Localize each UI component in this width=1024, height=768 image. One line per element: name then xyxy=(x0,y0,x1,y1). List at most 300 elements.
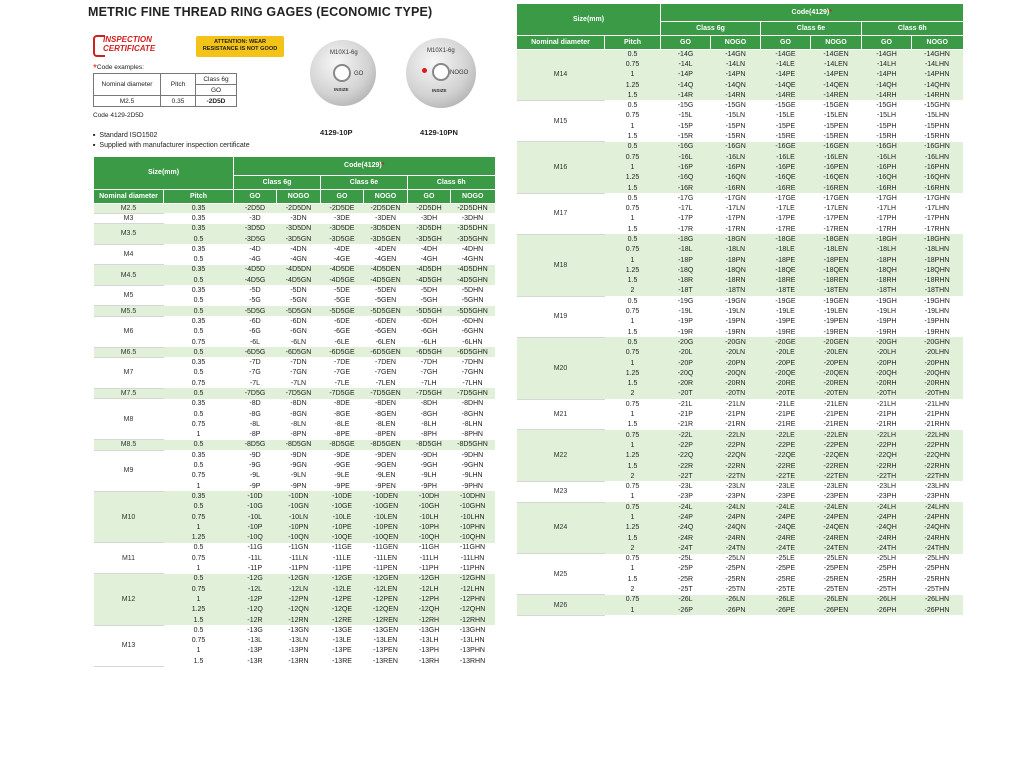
code-cell: -5DH xyxy=(420,287,438,295)
code-cell: -5GN xyxy=(290,297,307,305)
code-cell: -16GHN xyxy=(912,142,963,152)
code-cell: -24QH xyxy=(862,523,912,533)
code-cell: -8PEN xyxy=(375,431,396,439)
code-cell: -22RHN xyxy=(912,461,963,471)
table-row xyxy=(94,306,495,316)
code-cell: -9GE xyxy=(333,462,351,470)
code-cell: -3D5DN xyxy=(277,224,321,234)
code-cell: -11GHN xyxy=(459,544,486,552)
table-row xyxy=(94,399,495,409)
code-cell: -6D5GN xyxy=(277,347,321,357)
code-cell: -14QE xyxy=(761,80,811,90)
code-cell: -17GHN xyxy=(924,194,950,202)
code-cell: -11LEN xyxy=(373,554,398,562)
code-cell: -17PN xyxy=(725,215,746,223)
code-cell: -24PN xyxy=(711,512,761,522)
code-cell: -16QE xyxy=(761,173,811,183)
code-cell: -24RH xyxy=(862,533,912,543)
code-cell: -24RE xyxy=(761,533,811,543)
code-cell: -22QN xyxy=(711,451,761,461)
pitch-cell: 0.5 xyxy=(193,410,204,418)
code-cell: -7GN xyxy=(290,369,307,377)
code-cell: -11LE xyxy=(332,554,352,562)
code-cell: -7DEN xyxy=(374,359,396,367)
code-cell: -21RHN xyxy=(924,421,950,429)
code-cell: -23P xyxy=(678,493,693,501)
nominal-diameter-cell: M11 xyxy=(94,543,164,574)
code-cell: -10DH xyxy=(408,491,451,501)
pitch-cell: 1 xyxy=(605,162,661,172)
code-cell: -20QE xyxy=(761,368,811,378)
class-6e-header: Class 6e xyxy=(321,175,408,189)
pitch-cell: 1 xyxy=(196,431,201,439)
pitch-cell: 2 xyxy=(630,586,635,594)
code-cell: -16RHN xyxy=(912,183,963,193)
code-cell: -16LEN xyxy=(811,152,862,162)
code-cell: -7DH xyxy=(420,359,438,367)
code-cell: -10QH xyxy=(408,533,451,543)
code-cell: -14GEN xyxy=(811,49,862,59)
pitch-cell: 0.5 xyxy=(164,502,234,512)
code-cell: -10G xyxy=(234,502,277,512)
code-cell: -24PHN xyxy=(912,512,963,522)
code-cell: -10Q xyxy=(234,533,277,543)
code-cell: -22TH xyxy=(862,471,912,481)
code-cell: -12QN xyxy=(277,605,321,615)
code-cell: -12RHN xyxy=(451,615,495,625)
code-cell: -11GEN xyxy=(373,544,398,552)
code-cell: -4D xyxy=(249,245,261,253)
code-cell: -20Q xyxy=(661,368,711,378)
code-cell: -3D5DH xyxy=(408,224,451,234)
code-cell: -21RE xyxy=(775,421,796,429)
code-cell: -6LHN xyxy=(462,338,483,346)
code-cell: -23LHN xyxy=(924,483,950,491)
code-cell: -3D5GN xyxy=(277,234,321,244)
code-cell: -24PE xyxy=(761,512,811,522)
pitch-cell: 1.25 xyxy=(605,451,661,461)
code-cell: -8GH xyxy=(420,410,438,418)
code-cell: -15PHN xyxy=(924,122,950,130)
table-row xyxy=(517,193,963,203)
code-cell: -17GN xyxy=(725,194,746,202)
code-cell: -26LE xyxy=(761,595,811,605)
code-cell: -16PHN xyxy=(912,162,963,172)
nominal-diameter-cell: M22 xyxy=(517,430,605,481)
code-cell: -14QEN xyxy=(811,80,862,90)
code-cell: -24TH xyxy=(862,543,912,553)
code-cell: -9LN xyxy=(290,472,307,480)
table-row xyxy=(94,224,495,234)
code-cell: -10PHN xyxy=(451,522,495,532)
logo-line-1: INSPECTION xyxy=(103,35,152,44)
table-row xyxy=(94,203,495,213)
code-cell: -16REN xyxy=(811,183,862,193)
pitch-cell: 0.75 xyxy=(625,112,640,120)
code-cell: -25REN xyxy=(823,575,849,583)
code-cell: -9D xyxy=(249,451,261,459)
code-cell: -25PEN xyxy=(823,565,849,573)
nominal-diameter-cell: M25 xyxy=(517,554,605,595)
pitch-cell: 0.75 xyxy=(191,637,206,645)
code-cell: -10DN xyxy=(277,491,321,501)
code-cell: -12PHN xyxy=(451,594,495,604)
nominal-diameter-cell: M9 xyxy=(94,450,164,491)
code-cell: -16P xyxy=(661,162,711,172)
code-cell: -18LN xyxy=(711,245,761,255)
pitch-cell: 0.5 xyxy=(193,544,204,552)
code-cell: -11PN xyxy=(288,565,309,573)
table-row xyxy=(517,49,963,59)
code-cell: -19PH xyxy=(876,318,897,326)
code-cell: -15PH xyxy=(876,122,897,130)
code-cell: -24L xyxy=(661,502,711,512)
code-cell: -20TE xyxy=(761,389,811,399)
pitch-cell: 1.5 xyxy=(164,615,234,625)
code-cell: -20T xyxy=(661,389,711,399)
code-cell: -7LE xyxy=(334,379,350,387)
code-cell: -6DH xyxy=(420,317,438,325)
code-cell: -11LH xyxy=(419,554,439,562)
code-cell: -16LHN xyxy=(912,152,963,162)
code-examples-label: *Code examples: xyxy=(93,63,144,74)
code-cell: -5GH xyxy=(420,297,438,305)
code-cell: -11PHN xyxy=(460,565,485,573)
code-cell: -16R xyxy=(661,183,711,193)
nogo-header: NOGO xyxy=(277,189,321,203)
code-cell: -5DN xyxy=(290,287,307,295)
code-cell: -4DHN xyxy=(461,245,484,253)
pitch-header: Pitch xyxy=(605,35,661,49)
example-header-nominal: Nominal diameter xyxy=(94,74,161,96)
code-cell: -22PH xyxy=(862,440,912,450)
code-cell: -22TEN xyxy=(811,471,862,481)
code-cell: -21RN xyxy=(725,421,746,429)
code-cell: -8D xyxy=(249,400,261,408)
pitch-cell: 0.35 xyxy=(191,214,206,222)
table-row xyxy=(94,574,495,584)
code-cell: -20QH xyxy=(862,368,912,378)
code-header: Code(4129)* xyxy=(661,4,963,21)
code-cell: -18GH xyxy=(862,234,912,244)
example-full-code: Code 4129-2D5D xyxy=(93,112,144,119)
code-cell: -25LN xyxy=(725,555,746,563)
pitch-cell: 1 xyxy=(630,318,635,326)
code-cell: -21PHN xyxy=(924,411,950,419)
code-cell: -19RE xyxy=(775,328,796,336)
code-cell: -8D5GE xyxy=(321,440,364,450)
code-cell: -4D5GN xyxy=(277,275,321,285)
pitch-cell: 0.75 xyxy=(605,152,661,162)
code-cell: -21PE xyxy=(775,411,796,419)
code-cell: -8LEN xyxy=(375,420,396,428)
code-cell: -3D5DE xyxy=(321,224,364,234)
code-cell: -10LEN xyxy=(364,512,408,522)
code-cell: -17PH xyxy=(876,215,897,223)
class-6h-header: Class 6h xyxy=(408,175,495,189)
code-cell: -7D5GEN xyxy=(364,388,408,398)
code-cell: -22RE xyxy=(761,461,811,471)
code-cell: -9PE xyxy=(334,482,350,490)
code-cell: -18G xyxy=(661,234,711,244)
code-cell: -17PE xyxy=(775,215,796,223)
code-cell: -22TE xyxy=(761,471,811,481)
pitch-cell: 2 xyxy=(605,543,661,553)
code-cell: -10DHN xyxy=(451,491,495,501)
code-cell: -11P xyxy=(247,565,263,573)
code-cell: -7DE xyxy=(334,359,350,367)
pitch-cell: 0.75 xyxy=(605,430,661,440)
pitch-cell: 0.75 xyxy=(625,400,640,408)
code-cell: -14LEN xyxy=(811,59,862,69)
pitch-cell: 1 xyxy=(196,565,201,573)
pitch-cell: 0.35 xyxy=(191,451,206,459)
pitch-cell: 0.75 xyxy=(605,59,661,69)
code-cell: -16RN xyxy=(711,183,761,193)
code-cell: -12GE xyxy=(321,574,364,584)
pitch-cell: 0.5 xyxy=(193,297,204,305)
code-cell: -20TH xyxy=(862,389,912,399)
code-cell: -22RH xyxy=(862,461,912,471)
code-cell: -7G xyxy=(249,369,261,377)
code-cell: -4D5DE xyxy=(321,265,364,275)
code-cell: -20R xyxy=(661,379,711,389)
code-cell: -10GEN xyxy=(364,502,408,512)
code-cell: -4D5GH xyxy=(408,275,451,285)
code-cell: -9GH xyxy=(420,462,438,470)
code-cell: -6GEN xyxy=(374,328,397,336)
code-cell: -14QHN xyxy=(912,80,963,90)
code-cell: -13GH xyxy=(418,626,440,634)
code-cell: -19RN xyxy=(725,328,746,336)
code-cell: -6GHN xyxy=(461,328,484,336)
pitch-cell: 0.35 xyxy=(191,245,206,253)
code-cell: -8DEN xyxy=(374,400,396,408)
code-cell: -22P xyxy=(661,440,711,450)
table-row xyxy=(94,440,495,450)
pitch-cell: 0.5 xyxy=(627,102,638,110)
code-cell: -5GHN xyxy=(461,297,484,305)
code-cell: -22LHN xyxy=(912,430,963,440)
code-cell: -7LEN xyxy=(375,379,396,387)
nominal-diameter-cell: M12 xyxy=(94,574,164,625)
table-row xyxy=(517,100,963,110)
code-cell: -16QN xyxy=(711,173,761,183)
example-header-go: GO xyxy=(196,85,237,96)
code-cell: -15LHN xyxy=(924,112,950,120)
code-cell: -11GN xyxy=(288,544,309,552)
code-cell: -16PH xyxy=(862,162,912,172)
code-cell: -8D5GHN xyxy=(451,440,495,450)
nogo-header: NOGO xyxy=(912,35,963,49)
code-cell: -17PHN xyxy=(924,215,950,223)
pitch-cell: 1.5 xyxy=(627,575,638,583)
code-cell: -13RE xyxy=(332,657,352,665)
code-cell: -5GEN xyxy=(374,297,397,305)
code-cell: -8G xyxy=(249,410,261,418)
code-cell: -3DH xyxy=(420,214,438,222)
code-cell: -13RN xyxy=(288,657,309,665)
code-cell: -16GEN xyxy=(811,142,862,152)
code-cell: -9DHN xyxy=(461,451,484,459)
go-header: GO xyxy=(234,189,277,203)
code-cell: -20LEN xyxy=(811,348,862,358)
code-cell: -13LE xyxy=(332,637,352,645)
code-cell: -17GEN xyxy=(823,194,849,202)
code-cell: -8PN xyxy=(290,431,307,439)
go-header: GO xyxy=(321,189,364,203)
code-cell: -17RN xyxy=(725,225,746,233)
code-cell: -20PEN xyxy=(811,358,862,368)
code-cell: -14GE xyxy=(761,49,811,59)
table-row xyxy=(517,399,963,409)
code-cell: -17RHN xyxy=(924,225,950,233)
code-cell: -11LHN xyxy=(460,554,485,562)
code-cell: -2D5DN xyxy=(277,203,321,213)
pitch-cell: 1.25 xyxy=(605,523,661,533)
code-cell: -16G xyxy=(661,142,711,152)
code-cell: -14PHN xyxy=(912,70,963,80)
pitch-cell: 1 xyxy=(164,522,234,532)
code-cell: -26PE xyxy=(761,605,811,615)
code-cell: -19REN xyxy=(823,328,849,336)
pitch-cell: 0.75 xyxy=(625,555,640,563)
code-cell: -18THN xyxy=(912,286,963,296)
code-cell: -11GH xyxy=(418,544,440,552)
code-cell: -11PE xyxy=(332,565,352,573)
code-cell: -24QE xyxy=(761,523,811,533)
code-cell: -20GE xyxy=(761,337,811,347)
code-cell: -19GN xyxy=(725,297,746,305)
go-header: GO xyxy=(661,35,711,49)
pitch-cell: 1.5 xyxy=(605,379,661,389)
code-cell: -18GE xyxy=(761,234,811,244)
code-cell: -6LEN xyxy=(375,338,396,346)
code-cell: -3DHN xyxy=(461,214,484,222)
code-cell: -18QN xyxy=(711,265,761,275)
code-cell: -14RN xyxy=(711,90,761,100)
table-row xyxy=(94,543,495,553)
code-cell: -22PE xyxy=(761,440,811,450)
nominal-diameter-cell: M24 xyxy=(517,502,605,553)
pitch-cell: 1.5 xyxy=(605,276,661,286)
code-cell: -22TN xyxy=(711,471,761,481)
code-cell: -23LEN xyxy=(824,483,848,491)
code-cell: -5D5G xyxy=(234,306,277,316)
code-cell: -18TN xyxy=(711,286,761,296)
code-cell: -21PEN xyxy=(823,411,849,419)
code-cell: -20RN xyxy=(711,379,761,389)
code-cell: -15P xyxy=(678,122,693,130)
code-cell: -6GH xyxy=(420,328,438,336)
code-cell: -23LN xyxy=(725,483,746,491)
table-row xyxy=(94,357,495,367)
code-cell: -14LE xyxy=(761,59,811,69)
code-cell: -13G xyxy=(247,626,263,634)
code-cell: -26LN xyxy=(711,595,761,605)
code-cell: -6D xyxy=(249,317,261,325)
code-cell: -18QHN xyxy=(912,265,963,275)
code-cell: -3D5GHN xyxy=(451,234,495,244)
code-cell: -19LEN xyxy=(824,308,848,316)
code-cell: -14P xyxy=(661,70,711,80)
code-cell: -20QEN xyxy=(811,368,862,378)
code-cell: -10GE xyxy=(321,502,364,512)
pitch-cell: 0.5 xyxy=(164,306,234,316)
code-cell: -8DH xyxy=(420,400,438,408)
code-cell: -4DE xyxy=(334,245,350,253)
code-cell: -2D5DE xyxy=(321,203,364,213)
code-cell: -19PN xyxy=(725,318,746,326)
code-cell: -12GH xyxy=(408,574,451,584)
code-cell: -19LHN xyxy=(924,308,950,316)
code-cell: -19GE xyxy=(775,297,796,305)
pitch-cell: 0.5 xyxy=(627,297,638,305)
code-cell: -23PH xyxy=(876,493,897,501)
table-row xyxy=(517,296,963,306)
code-cell: -22LH xyxy=(862,430,912,440)
code-cell: -10QHN xyxy=(451,533,495,543)
pitch-cell: 0.5 xyxy=(605,49,661,59)
code-cell: -8LH xyxy=(421,420,437,428)
code-cell: -6GN xyxy=(290,328,307,336)
pitch-cell: 1 xyxy=(196,647,201,655)
code-cell: -23PN xyxy=(725,493,746,501)
code-cell: -14PN xyxy=(711,70,761,80)
code-cell: -25LEN xyxy=(824,555,848,563)
code-cell: -15GN xyxy=(725,102,746,110)
code-cell: -15GEN xyxy=(823,102,849,110)
code-cell: -4GEN xyxy=(374,256,397,264)
code-cell: -8LN xyxy=(290,420,307,428)
code-cell: -7GEN xyxy=(374,369,397,377)
nominal-diameter-cell: M4.5 xyxy=(94,265,164,286)
code-cell: -6D5GHN xyxy=(451,347,495,357)
code-cell: -6D5GE xyxy=(321,347,364,357)
code-cell: -6LE xyxy=(334,338,350,346)
code-cell: -4D5DN xyxy=(277,265,321,275)
nominal-diameter-cell: M5.5 xyxy=(94,306,164,316)
logo-line-2: CERTIFICATE xyxy=(103,44,156,53)
nominal-header: Nominal diameter xyxy=(517,35,605,49)
code-cell: -17LE xyxy=(776,205,795,213)
code-cell: -3D5G xyxy=(234,234,277,244)
code-cell: -22PN xyxy=(711,440,761,450)
code-cell: -25LH xyxy=(876,555,897,563)
pitch-cell: 0.5 xyxy=(193,256,204,264)
code-cell: -6DHN xyxy=(461,317,484,325)
nominal-diameter-cell: M2.5 xyxy=(94,203,164,213)
code-cell: -14LH xyxy=(862,59,912,69)
code-cell: -14LN xyxy=(711,59,761,69)
code-cell: -19GEN xyxy=(823,297,849,305)
code-cell: -14G xyxy=(661,49,711,59)
code-cell: -12GHN xyxy=(451,574,495,584)
code-cell: -4D5DH xyxy=(408,265,451,275)
code-cell: -13P xyxy=(247,647,263,655)
code-cell: -5DEN xyxy=(374,287,396,295)
pitch-cell: 0.35 xyxy=(164,203,234,213)
pitch-cell: 0.5 xyxy=(164,574,234,584)
code-cell: -25PH xyxy=(876,565,897,573)
code-cell: -18QEN xyxy=(811,265,862,275)
code-cell: -18GHN xyxy=(912,234,963,244)
code-cell: -5G xyxy=(249,297,261,305)
class-6g-header: Class 6g xyxy=(661,21,761,35)
code-cell: -18PEN xyxy=(811,255,862,265)
code-cell: -25RE xyxy=(775,575,796,583)
code-cell: -20PHN xyxy=(912,358,963,368)
